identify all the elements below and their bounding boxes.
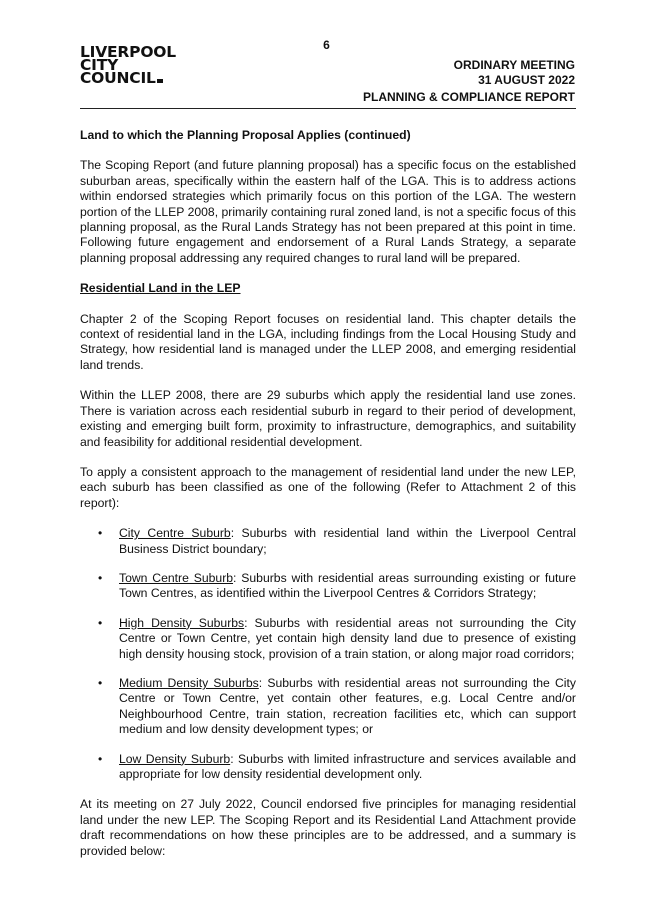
bullet-icon: • bbox=[98, 675, 103, 690]
bullet-text: : Suburbs with limited infrastructure and services available and appropriate for low density residential development only. bbox=[119, 751, 576, 781]
list-item bbox=[80, 752, 576, 783]
bullet-term: Low Density Suburb bbox=[119, 751, 231, 766]
bullet-icon: • bbox=[98, 751, 103, 766]
page-number: 6 bbox=[323, 38, 330, 52]
meeting-date: 31 AUGUST 2022 bbox=[478, 73, 575, 87]
section-heading-land: Land to which the Planning Proposal Applies (continued) bbox=[80, 128, 411, 142]
bullet-term: High Density Suburbs bbox=[119, 615, 245, 630]
bullet-term: Medium Density Suburbs bbox=[119, 675, 259, 690]
list-item bbox=[80, 526, 576, 557]
header-divider bbox=[80, 108, 576, 109]
bullet-icon: • bbox=[98, 526, 103, 541]
bullet-term: City Centre Suburb bbox=[119, 526, 231, 541]
paragraph-five-principles: At its meeting on 27 July 2022, Council endorsed five principles for managing residential land under the new LEP. The Scoping Report and its Residential Land Attachment provide draft recommendations on how these principles are to be addressed, and a summary is provided below: bbox=[80, 797, 576, 858]
council-logo bbox=[80, 43, 176, 87]
bullet-icon: • bbox=[98, 570, 103, 585]
suburb-classification-list bbox=[80, 526, 576, 782]
bullet-icon: • bbox=[98, 615, 103, 630]
list-item bbox=[80, 676, 576, 738]
bullet-text: : Suburbs with residential land within the Liverpool Central Business District boundary; bbox=[119, 526, 576, 556]
paragraph-classification: To apply a consistent approach to the management of residential land under the new LEP, each suburb has been classified as one of the following (Refer to Attachment 2 of this report): bbox=[80, 464, 576, 510]
logo-line-2: CITY bbox=[80, 56, 119, 74]
meeting-type: ORDINARY MEETING bbox=[453, 58, 575, 72]
bullet-text: : Suburbs with residential areas not surrounding the City Centre or Town Centre, yet contain other features, e.g. Local Centre and/or Neighbourhood Centre, train station, recreation facilities etc, which can support medium and low density development types; or bbox=[119, 675, 576, 737]
report-title: PLANNING & COMPLIANCE REPORT bbox=[362, 90, 575, 104]
logo-line-3: COUNCIL bbox=[80, 69, 156, 87]
section-heading-residential: Residential Land in the LEP bbox=[80, 281, 241, 296]
paragraph-chapter-2: Chapter 2 of the Scoping Report focuses on residential land. This chapter details the context of residential land in the LGA, including findings from the Local Housing Study and Strategy, how residential land is managed under the LLEP 2008, and emerging residential land trends. bbox=[80, 311, 576, 372]
logo-dot-icon bbox=[157, 79, 163, 83]
list-item bbox=[80, 616, 576, 662]
bullet-text: : Suburbs with residential areas not surrounding the City Centre or Town Centre, yet contain high density land due to presence of existing high density housing stock, provision of a train station, or along major road corridors; bbox=[119, 615, 576, 661]
document-body bbox=[80, 128, 576, 874]
paragraph-scoping-focus: The Scoping Report (and future planning proposal) has a specific focus on the established suburban areas, specifically within the eastern half of the LGA. This is to address actions within endorsed strategies which primarily focus on this portion of the LGA. The western portion of the LLEP 2008, primarily containing rural zoned land, is not a specific focus of this planning proposal, as the Rural Lands Strategy has not been prepared at this point in time. Following future engagement and endorsement of a Rural Lands Strategy, a separate planning proposal addressing any required changes to rural land will be prepared. bbox=[80, 158, 576, 265]
meeting-header bbox=[454, 58, 575, 88]
list-item bbox=[80, 571, 576, 602]
bullet-term: Town Centre Suburb bbox=[119, 570, 234, 585]
bullet-text: : Suburbs with residential areas surrounding existing or future Town Centres, as identified within the Liverpool Centres & Corridors Strategy; bbox=[119, 570, 576, 601]
logo-line-1: LIVERPOOL bbox=[80, 43, 176, 61]
paragraph-29-suburbs: Within the LLEP 2008, there are 29 suburbs which apply the residential land use zones. There is variation across each residential suburb in regard to their period of development, existing and emerging built form, proximity to infrastructure, demographics, and suitability and feasibility for additional residential development. bbox=[80, 388, 576, 449]
